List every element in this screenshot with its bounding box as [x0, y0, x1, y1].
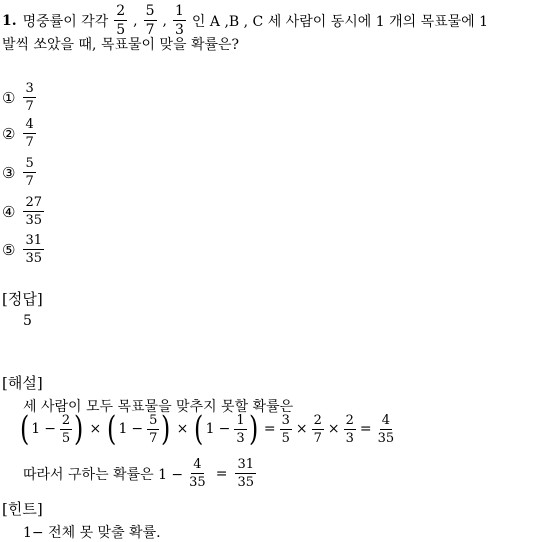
- question-number: 1.: [2, 12, 17, 29]
- explanation-line-3: 따라서 구하는 확률은 1 − $\frac{4}{35}$ = $\frac{31}{35}$: [23, 457, 254, 490]
- choice-mark: ③: [2, 163, 16, 182]
- choice-fraction: $\frac{5}{7}$: [25, 156, 34, 189]
- fraction: $\frac{31}{35}$: [237, 457, 254, 490]
- fraction: $\frac{2}{7}$: [313, 412, 322, 446]
- fraction-c: $\frac{1}{3}$: [174, 3, 184, 38]
- fraction-a: $\frac{2}{5}$: [116, 3, 126, 38]
- question-text-b: 인 A ,B , C 세 사람이 동시에 1 개의 목표물에 1: [191, 13, 489, 30]
- choice-fraction: $\frac{3}{7}$: [25, 81, 34, 114]
- fraction-b: $\frac{5}{7}$: [145, 3, 155, 38]
- choice-1[interactable]: [2, 82, 36, 113]
- explanation-equation: ( 1 − $\frac{2}{5}$ ) × ( 1 − $\frac{5}{7}$ ) × ( 1 − $\frac{1}{3}$ ) = $\frac{3}{5}$ × $\frac{2}{7}$ × $\frac{2}{3}$ = $\frac{4}{35}$: [19, 409, 395, 449]
- choice-2[interactable]: [2, 118, 36, 149]
- question-line-2: 발씩 쏘았을 때, 목표물이 맞을 확률은?: [2, 37, 240, 53]
- choice-fraction: $\frac{4}{7}$: [25, 117, 34, 150]
- hint-label: [힌트]: [2, 500, 43, 518]
- fraction: $\frac{2}{3}$: [345, 412, 354, 446]
- fraction: $\frac{2}{5}$: [61, 412, 71, 446]
- choice-mark: ⑤: [2, 240, 16, 259]
- question-line-1: 1. 명중률이 각각 $\frac{2}{5}$ , $\frac{5}{7}$ , $\frac{1}{3}$ 인 A ,B , C 세 사람이 동시에 1 개의 목표물에 1: [2, 3, 489, 38]
- fraction: $\frac{3}{5}$: [281, 412, 290, 446]
- choice-mark: ①: [2, 88, 16, 107]
- choice-5[interactable]: [2, 234, 44, 265]
- answer-value: 5: [23, 313, 32, 329]
- fraction: $\frac{4}{35}$: [189, 457, 206, 490]
- explanation-label: [해설]: [2, 374, 43, 392]
- choice-4[interactable]: [2, 196, 44, 227]
- choice-fraction: $\frac{31}{35}$: [25, 233, 42, 266]
- choice-mark: ④: [2, 202, 16, 221]
- fraction: $\frac{4}{35}$: [377, 412, 395, 446]
- question-text-a: 명중률이 각각: [22, 13, 109, 30]
- choice-fraction: $\frac{27}{35}$: [25, 195, 42, 228]
- explanation-line-1: 세 사람이 모두 목표물을 맞추지 못할 확률은: [23, 399, 294, 415]
- choice-3[interactable]: [2, 157, 36, 188]
- choice-mark: ②: [2, 124, 16, 143]
- hint-text: 1− 전체 못 맞출 확률.: [23, 525, 161, 541]
- fraction: $\frac{1}{3}$: [236, 412, 245, 446]
- fraction: $\frac{5}{7}$: [149, 412, 158, 446]
- answer-label: [정답]: [2, 290, 43, 308]
